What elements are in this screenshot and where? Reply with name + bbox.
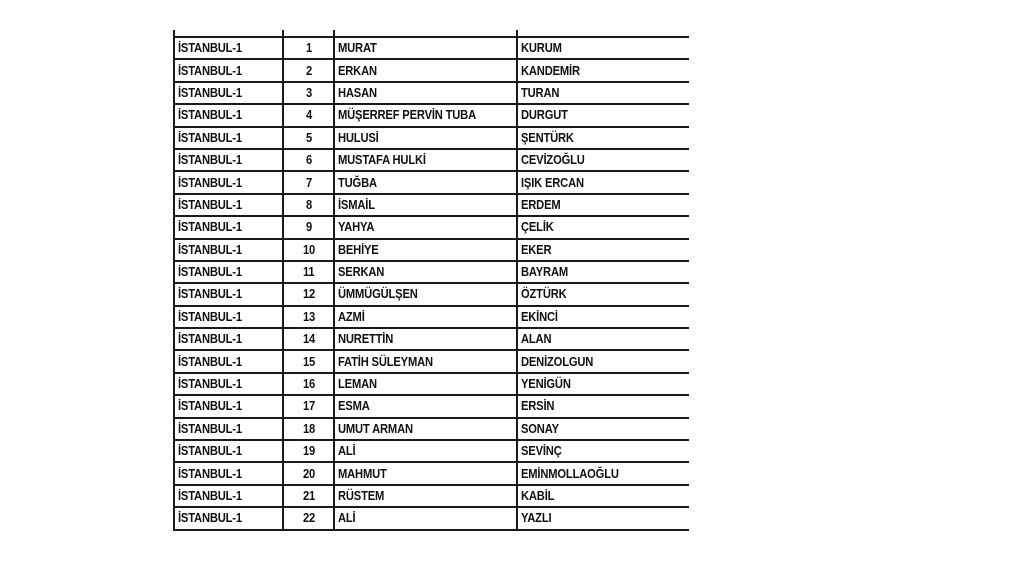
table-row [174,171,689,193]
number-cell: 6 [283,149,334,171]
number-cell: 20 [283,462,334,484]
first-name-cell: FATİH SÜLEYMAN [334,350,517,372]
first-name-cell: ALİ [334,440,517,462]
district-cell: İSTANBUL-1 [174,328,283,350]
last-name-cell: KURUM [517,37,689,59]
number-cell: 21 [283,485,334,507]
last-name-cell: BAYRAM [517,261,689,283]
number-cell: 15 [283,350,334,372]
last-name-cell: ERSİN [517,395,689,417]
table-row [174,373,689,395]
district-cell: İSTANBUL-1 [174,440,283,462]
number-cell: 18 [283,418,334,440]
first-name-cell: MURAT [334,37,517,59]
last-name-cell: SEVİNÇ [517,440,689,462]
table-row [174,350,689,372]
first-name-cell: MAHMUT [334,462,517,484]
last-name-cell: ŞENTÜRK [517,127,689,149]
table-row [174,149,689,171]
first-name-cell: MUSTAFA HULKİ [334,149,517,171]
last-name-cell: DURGUT [517,104,689,126]
first-name-cell: NURETTİN [334,328,517,350]
district-cell: İSTANBUL-1 [174,462,283,484]
district-cell: İSTANBUL-1 [174,261,283,283]
first-name-cell: İSMAİL [334,194,517,216]
district-cell: İSTANBUL-1 [174,149,283,171]
cropped-cell [334,30,517,37]
number-cell: 14 [283,328,334,350]
last-name-cell: SONAY [517,418,689,440]
district-cell: İSTANBUL-1 [174,283,283,305]
cropped-cell [517,30,689,37]
first-name-cell: LEMAN [334,373,517,395]
number-cell: 17 [283,395,334,417]
last-name-cell: YAZLI [517,507,689,529]
table-row [174,418,689,440]
table-row [174,462,689,484]
number-cell: 3 [283,82,334,104]
district-cell: İSTANBUL-1 [174,395,283,417]
table-row [174,82,689,104]
district-cell: İSTANBUL-1 [174,127,283,149]
table-row [174,261,689,283]
first-name-cell: UMUT ARMAN [334,418,517,440]
candidate-table-body [174,30,689,530]
first-name-cell: ALİ [334,507,517,529]
table-row [174,59,689,81]
district-cell: İSTANBUL-1 [174,171,283,193]
table-row [174,328,689,350]
last-name-cell: EKER [517,239,689,261]
number-cell: 22 [283,507,334,529]
last-name-cell: TURAN [517,82,689,104]
first-name-cell: ESMA [334,395,517,417]
first-name-cell: BEHİYE [334,239,517,261]
last-name-cell: EKİNCİ [517,306,689,328]
first-name-cell: TUĞBA [334,171,517,193]
district-cell: İSTANBUL-1 [174,37,283,59]
table-row [174,104,689,126]
last-name-cell: YENİGÜN [517,373,689,395]
last-name-cell: ALAN [517,328,689,350]
number-cell: 8 [283,194,334,216]
table-row [174,283,689,305]
district-cell: İSTANBUL-1 [174,194,283,216]
first-name-cell: ERKAN [334,59,517,81]
table-row [174,239,689,261]
number-cell: 16 [283,373,334,395]
last-name-cell: CEVİZOĞLU [517,149,689,171]
district-cell: İSTANBUL-1 [174,82,283,104]
district-cell: İSTANBUL-1 [174,350,283,372]
number-cell: 7 [283,171,334,193]
candidate-table [173,30,689,531]
first-name-cell: HULUSİ [334,127,517,149]
district-cell: İSTANBUL-1 [174,239,283,261]
first-name-cell: MÜŞERREF PERVİN TUBA [334,104,517,126]
first-name-cell: RÜSTEM [334,485,517,507]
cropped-top-row [174,30,689,37]
table-row [174,395,689,417]
district-cell: İSTANBUL-1 [174,306,283,328]
number-cell: 10 [283,239,334,261]
number-cell: 9 [283,216,334,238]
cropped-cell [283,30,334,37]
first-name-cell: AZMİ [334,306,517,328]
last-name-cell: DENİZOLGUN [517,350,689,372]
number-cell: 11 [283,261,334,283]
table-row [174,440,689,462]
district-cell: İSTANBUL-1 [174,104,283,126]
last-name-cell: KANDEMİR [517,59,689,81]
district-cell: İSTANBUL-1 [174,418,283,440]
table-row [174,485,689,507]
candidate-list-sheet [173,30,689,536]
last-name-cell: ÇELİK [517,216,689,238]
last-name-cell: IŞIK ERCAN [517,171,689,193]
first-name-cell: YAHYA [334,216,517,238]
district-cell: İSTANBUL-1 [174,485,283,507]
first-name-cell: ÜMMÜGÜLŞEN [334,283,517,305]
number-cell: 5 [283,127,334,149]
number-cell: 19 [283,440,334,462]
district-cell: İSTANBUL-1 [174,373,283,395]
table-row [174,127,689,149]
first-name-cell: HASAN [334,82,517,104]
table-row [174,306,689,328]
table-row [174,216,689,238]
table-row [174,194,689,216]
number-cell: 4 [283,104,334,126]
number-cell: 12 [283,283,334,305]
number-cell: 1 [283,37,334,59]
last-name-cell: ERDEM [517,194,689,216]
table-row [174,37,689,59]
table-row [174,507,689,529]
district-cell: İSTANBUL-1 [174,59,283,81]
number-cell: 13 [283,306,334,328]
number-cell: 2 [283,59,334,81]
district-cell: İSTANBUL-1 [174,216,283,238]
district-cell: İSTANBUL-1 [174,507,283,529]
last-name-cell: ÖZTÜRK [517,283,689,305]
last-name-cell: EMİNMOLLAOĞLU [517,462,689,484]
cropped-cell [174,30,283,37]
last-name-cell: KABİL [517,485,689,507]
first-name-cell: SERKAN [334,261,517,283]
